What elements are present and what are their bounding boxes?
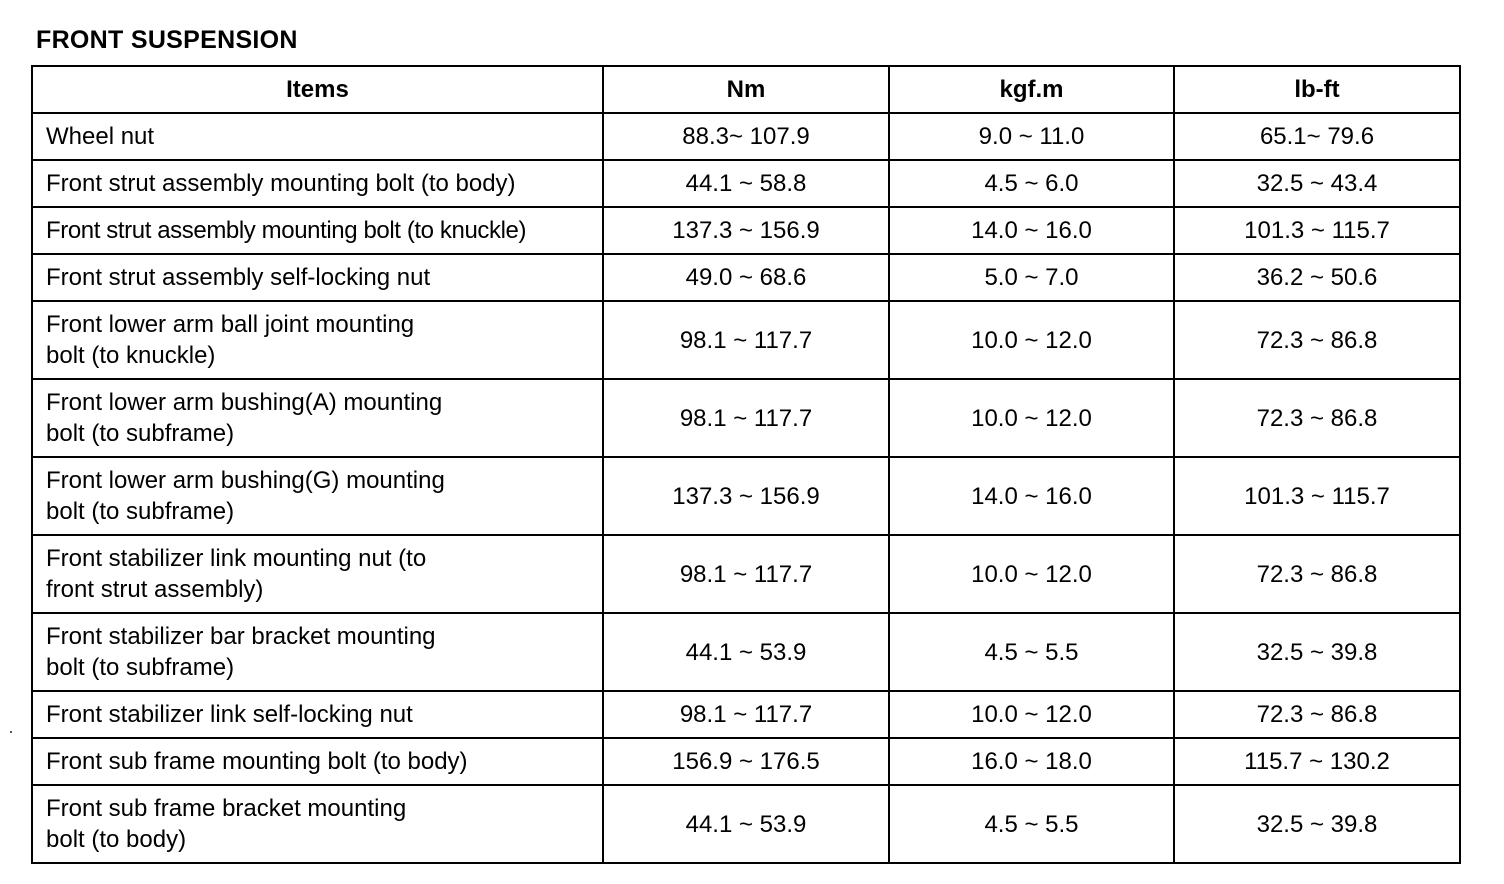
- nm-cell: 98.1 ~ 117.7: [603, 301, 889, 379]
- kgf-cell: 4.5 ~ 5.5: [889, 785, 1174, 863]
- item-line: bolt (to subframe): [46, 420, 235, 447]
- item-cell: [32, 207, 603, 254]
- table-row: [32, 160, 1460, 207]
- table-row: [32, 254, 1460, 301]
- item-cell: [32, 254, 603, 301]
- nm-cell: 137.3 ~ 156.9: [603, 457, 889, 535]
- table-row: [32, 301, 1460, 379]
- lbft-cell: 72.3 ~ 86.8: [1174, 691, 1460, 738]
- lbft-cell: 72.3 ~ 86.8: [1174, 301, 1460, 379]
- item-line: Front strut assembly mounting bolt (to knuckle): [46, 217, 527, 244]
- table-row: [32, 535, 1460, 613]
- nm-cell: 156.9 ~ 176.5: [603, 738, 889, 785]
- kgf-cell: 4.5 ~ 5.5: [889, 613, 1174, 691]
- table-row: [32, 379, 1460, 457]
- header-nm: Nm: [603, 66, 889, 113]
- kgf-cell: 10.0 ~ 12.0: [889, 535, 1174, 613]
- header-items: Items: [32, 66, 603, 113]
- lbft-cell: 72.3 ~ 86.8: [1174, 379, 1460, 457]
- lbft-cell: 101.3 ~ 115.7: [1174, 207, 1460, 254]
- item-cell: [32, 613, 603, 691]
- item-line: Front strut assembly self-locking nut: [46, 264, 431, 291]
- item-cell: [32, 457, 603, 535]
- lbft-cell: 36.2 ~ 50.6: [1174, 254, 1460, 301]
- item-line: Front stabilizer link self-locking nut: [46, 701, 413, 728]
- item-line: Front lower arm ball joint mounting: [46, 311, 415, 338]
- item-line: Front stabilizer bar bracket mounting: [46, 623, 436, 650]
- table-row: [32, 457, 1460, 535]
- item-line: bolt (to knuckle): [46, 342, 216, 369]
- kgf-cell: 10.0 ~ 12.0: [889, 379, 1174, 457]
- item-cell: [32, 691, 603, 738]
- lbft-cell: 32.5 ~ 43.4: [1174, 160, 1460, 207]
- kgf-cell: 9.0 ~ 11.0: [889, 113, 1174, 160]
- item-line: Front sub frame bracket mounting: [46, 795, 407, 822]
- nm-cell: 98.1 ~ 117.7: [603, 535, 889, 613]
- header-kgf-m: kgf.m: [889, 66, 1174, 113]
- item-line: bolt (to subframe): [46, 654, 235, 681]
- item-cell: [32, 301, 603, 379]
- nm-cell: 49.0 ~ 68.6: [603, 254, 889, 301]
- kgf-cell: 5.0 ~ 7.0: [889, 254, 1174, 301]
- item-line: front strut assembly): [46, 576, 264, 603]
- item-line: bolt (to subframe): [46, 498, 235, 525]
- kgf-cell: 16.0 ~ 18.0: [889, 738, 1174, 785]
- table-row: [32, 613, 1460, 691]
- item-line: Front sub frame mounting bolt (to body): [46, 748, 468, 775]
- kgf-cell: 4.5 ~ 6.0: [889, 160, 1174, 207]
- nm-cell: 137.3 ~ 156.9: [603, 207, 889, 254]
- item-line: bolt (to body): [46, 826, 187, 853]
- nm-cell: 44.1 ~ 53.9: [603, 785, 889, 863]
- table-row: [32, 738, 1460, 785]
- lbft-cell: 115.7 ~ 130.2: [1174, 738, 1460, 785]
- item-cell: [32, 738, 603, 785]
- lbft-cell: 32.5 ~ 39.8: [1174, 785, 1460, 863]
- kgf-cell: 10.0 ~ 12.0: [889, 691, 1174, 738]
- nm-cell: 44.1 ~ 58.8: [603, 160, 889, 207]
- item-line: Front strut assembly mounting bolt (to body): [46, 170, 516, 197]
- lbft-cell: 101.3 ~ 115.7: [1174, 457, 1460, 535]
- lbft-cell: 65.1~ 79.6: [1174, 113, 1460, 160]
- nm-cell: 88.3~ 107.9: [603, 113, 889, 160]
- lbft-cell: 32.5 ~ 39.8: [1174, 613, 1460, 691]
- table-row: [32, 113, 1460, 160]
- item-line: Front lower arm bushing(A) mounting: [46, 389, 443, 416]
- nm-cell: 44.1 ~ 53.9: [603, 613, 889, 691]
- nm-cell: 98.1 ~ 117.7: [603, 379, 889, 457]
- header-row: [32, 66, 1460, 113]
- item-cell: [32, 379, 603, 457]
- nm-cell: 98.1 ~ 117.7: [603, 691, 889, 738]
- item-cell: [32, 785, 603, 863]
- item-cell: [32, 535, 603, 613]
- kgf-cell: 10.0 ~ 12.0: [889, 301, 1174, 379]
- header-lb-ft: lb-ft: [1174, 66, 1460, 113]
- item-line: Front stabilizer link mounting nut (to: [46, 545, 427, 572]
- lbft-cell: 72.3 ~ 86.8: [1174, 535, 1460, 613]
- kgf-cell: 14.0 ~ 16.0: [889, 457, 1174, 535]
- torque-spec-table: [31, 65, 1461, 864]
- item-cell: [32, 160, 603, 207]
- item-line: Wheel nut: [46, 123, 155, 150]
- section-title: FRONT SUSPENSION: [36, 26, 298, 54]
- scan-speck: [10, 731, 12, 733]
- item-cell: [32, 113, 603, 160]
- table-row: [32, 691, 1460, 738]
- table-row: [32, 785, 1460, 863]
- kgf-cell: 14.0 ~ 16.0: [889, 207, 1174, 254]
- item-line: Front lower arm bushing(G) mounting: [46, 467, 445, 494]
- table-row: [32, 207, 1460, 254]
